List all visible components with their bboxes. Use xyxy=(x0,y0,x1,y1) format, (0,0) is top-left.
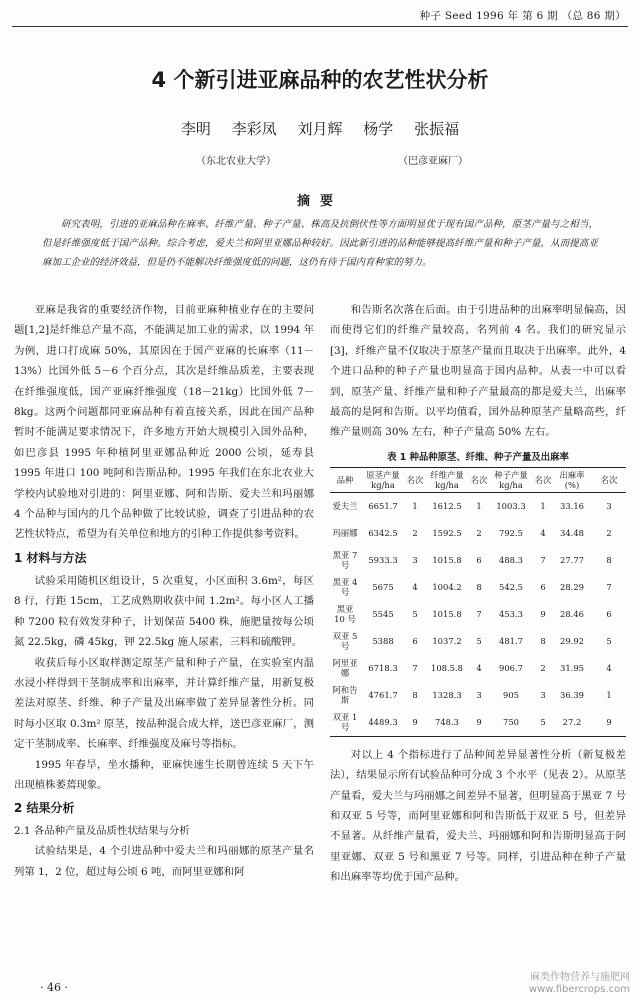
table-cell: 1037.2 xyxy=(432,636,462,647)
table-cell: 5 xyxy=(534,709,552,737)
table-cell: 1003.3 xyxy=(496,501,526,512)
table-cell: 阿里亚娜 xyxy=(332,657,358,679)
table-cell: 6 xyxy=(540,582,546,593)
table-header-cell: 名次 xyxy=(406,467,424,492)
paper-title: 4 个新引进亚麻品种的农艺性状分析 xyxy=(151,68,489,92)
table-cell: 6718.3 xyxy=(368,663,398,674)
table-cell: 1015.8 xyxy=(432,555,462,566)
table-cell: 792.5 xyxy=(499,528,523,539)
affiliation-1: （东北农业大学） xyxy=(196,156,276,167)
table-cell: 748.3 xyxy=(424,709,470,737)
header-rule xyxy=(12,26,628,27)
table-cell: 黑亚 7 号 xyxy=(332,549,358,571)
table-cell: 750 xyxy=(488,709,534,737)
methods-paragraph-3: 1995 年春旱，坐水播种，亚麻快速生长期曾连续 5 天下午出现植株萎蔫现象。 xyxy=(14,758,314,791)
table-cell: 6 xyxy=(476,555,482,566)
table-cell: 黑亚 10 号 xyxy=(334,603,356,625)
table-cell: 31.95 xyxy=(560,663,584,674)
section-1-title: 1 材料与方法 xyxy=(14,550,87,565)
table-cell: 905 xyxy=(503,690,519,701)
table-cell: 9 xyxy=(540,609,546,620)
table-row xyxy=(330,682,626,709)
table-cell: 27.77 xyxy=(560,555,584,566)
author: 李明 xyxy=(180,120,211,138)
table-row xyxy=(330,492,626,520)
table-cell: 8 xyxy=(606,555,612,566)
table-cell: 8 xyxy=(412,690,418,701)
left-column xyxy=(14,300,314,882)
table-cell: 6342.5 xyxy=(368,528,398,539)
table-header-cell: 名次 xyxy=(470,467,488,492)
table-cell: 4761.7 xyxy=(368,690,398,701)
table-cell: 33.16 xyxy=(560,501,584,512)
table-cell: 9 xyxy=(406,709,424,737)
table-cell: 2 xyxy=(476,528,482,539)
table-cell: 7 xyxy=(476,609,482,620)
table-cell: 1592.5 xyxy=(432,528,462,539)
table-cell: 481.7 xyxy=(499,636,523,647)
table-cell: 4 xyxy=(606,663,612,674)
table-cell: 7 xyxy=(540,555,546,566)
table-cell: 488.3 xyxy=(499,555,523,566)
table-cell: 1328.3 xyxy=(432,690,462,701)
table-cell: 6 xyxy=(606,609,612,620)
table-row xyxy=(330,655,626,682)
table-cell: 3 xyxy=(412,555,418,566)
table-cell: 4489.3 xyxy=(360,709,406,737)
abstract-heading: 摘要 xyxy=(296,194,343,209)
table-cell: 7 xyxy=(606,582,612,593)
results-paragraph-1: 试验结果是，4 个引进品种中爱夫兰和玛丽娜的原茎产量名列第 1，2 位，超过每公顷 6 吨，而阿里亚娜和阿 xyxy=(14,845,314,878)
table-header-cell: 名次 xyxy=(534,467,552,492)
table-row xyxy=(330,601,626,628)
abstract-text: 研究表明，引进的亚麻品种在麻率、纤维产量、种子产量、株高及抗倒伏性等方面明显优于现有国产品种，原茎产量与之相当，但是纤维强度低于国产品种。综合考虑，爱夫兰和阿里亚娜品种较好。因此新引进的品种能够提高纤维产量和种子产量，从而提高亚麻加工企业的经济效益，但是仍不能解决纤维强度低的问题，这仍有待于国内育种家的努力。 xyxy=(42,219,598,268)
table-cell: 28.46 xyxy=(560,609,584,620)
table-cell: 爱夫兰 xyxy=(332,501,358,512)
table-cell: 1 xyxy=(606,690,612,701)
table-cell: 9 xyxy=(470,709,488,737)
table-cell: 5545 xyxy=(372,609,394,620)
results-paragraph-3: 对以上 4 个指标进行了品种间差异显著性分析（新复极差法），结果显示所有试验品种可分成 3 个水平（见表 2）。从原茎产量看，爱夫兰与玛丽娜之间差异不显著，但明显高于黑亚 7 号和双亚 5 号等，而阿里亚娜和阿和告斯低于双亚 5 号，但差异不显著。从纤维产量看，爱夫兰、玛丽娜和阿和告斯明显高于阿里亚娜、双亚 5 号和黑亚 7 号等。同样，引进品种在种子产量和出麻率等均优于国产品种。 xyxy=(330,748,626,884)
table-header-cell: 纤维产量 kg/ha xyxy=(424,467,470,492)
table-row xyxy=(330,709,626,737)
table-cell: 8 xyxy=(540,636,546,647)
table-cell: 3 xyxy=(540,690,546,701)
table-header-cell: 出麻率 (%) xyxy=(552,467,592,492)
table-cell: 2 xyxy=(606,528,612,539)
affiliation-2: （巴彦亚麻厂） xyxy=(398,156,468,167)
section-2-1-title: 2.1 各品种产量及品质性状结果与分析 xyxy=(14,825,190,838)
table-cell: 双亚 1 号 xyxy=(330,709,360,737)
table-cell: 5933.3 xyxy=(368,555,398,566)
table-cell: 7 xyxy=(412,663,418,674)
table-cell: 9 xyxy=(592,709,626,737)
table-row xyxy=(330,628,626,655)
table-header-row xyxy=(330,467,626,492)
table-cell: 阿和告斯 xyxy=(332,684,358,706)
table-cell: 36.39 xyxy=(560,690,584,701)
table-cell: 453.3 xyxy=(499,609,523,620)
table-header-cell: 种子产量 kg/ha xyxy=(488,467,534,492)
right-column xyxy=(330,300,626,888)
author: 刘月辉 xyxy=(297,120,343,138)
table-cell: 108.5.8 xyxy=(431,663,463,674)
table-cell: 1 xyxy=(540,501,546,512)
table-cell: 1004.2 xyxy=(432,582,462,593)
section-2-title: 2 结果分析 xyxy=(14,801,75,816)
author-list xyxy=(0,118,640,139)
table-cell: 1612.5 xyxy=(432,501,462,512)
table-header-cell: 品种 xyxy=(330,467,360,492)
table-cell: 27.2 xyxy=(552,709,592,737)
table-cell: 29.92 xyxy=(560,636,584,647)
table-cell: 3 xyxy=(476,690,482,701)
table-cell: 4 xyxy=(476,663,482,674)
page-number: · 46 · xyxy=(40,981,68,994)
table-cell: 5388 xyxy=(372,636,394,647)
table-caption: 表 1 种品种原茎、纤维、种子产量及出麻率 xyxy=(387,451,569,463)
table-header-cell: 名次 xyxy=(592,467,626,492)
table-cell: 8 xyxy=(476,582,482,593)
table-row xyxy=(330,547,626,574)
table-cell: 3 xyxy=(606,501,612,512)
table-cell: 2 xyxy=(540,663,546,674)
author: 张振福 xyxy=(414,120,460,138)
table-cell: 1015.8 xyxy=(432,609,462,620)
table-cell: 黑亚 4 号 xyxy=(332,576,358,598)
table-cell: 34.48 xyxy=(560,528,584,539)
table-cell: 玛丽娜 xyxy=(332,528,358,539)
table-row xyxy=(330,520,626,547)
results-paragraph-2: 和告斯名次落在后面。由于引进品种的出麻率明显偏高，因而使得它们的纤维产量较高，名列前 4 名。我们的研究显示[3]，纤维产量不仅取决于原茎产量而且取决于出麻率。此外，4 个进口品种的种子产量也明显高于国内品种。从表一中可以看到，原茎产量、纤维产量和种子产量最高的都是爱夫兰，出麻率最高的是阿和告斯。以平均值看，国外品种原茎产量略高些，纤维产量则高 30% 左右，种子产量高 50% 左右。 xyxy=(330,304,626,439)
table-cell: 4 xyxy=(540,528,546,539)
table-header-cell: 原茎产量 kg/ha xyxy=(360,467,406,492)
yield-table xyxy=(330,467,626,737)
intro-paragraph: 亚麻是我省的重要经济作物，目前亚麻种植业存在的主要问题[1,2]是纤维总产量不高，不能满足加工业的需求，以 1994 年为例，进口打成麻 50%，其原因在于国产亚麻的长麻率（11－13%）比国外低 5－6 个百分点，其次是纤维品质差，主要表现在纤维强度低，国产亚麻纤维强度（18－21kg）比国外低 7－8kg。这两个问题都同亚麻品种有着直接关系，因此在国产品种暂时不能满足要求情况下，许多地方开始大规模引入国外品种，如巴彦县 1995 年种植阿里亚娜品种近 2000 公顷，延寿县 1995 年进口 100 吨阿和告斯品种。1995 年我们在东北农业大学校内试验地对引进的：阿里亚娜、阿和告斯、爱夫兰和玛丽娜 4 个品种与国内的几个品种做了比较试验，调查了引进品种的农艺性状特点，希望为有关单位和地方的引种工作提供参考资料。 xyxy=(14,304,314,541)
table-cell: 2 xyxy=(412,528,418,539)
table-cell: 1 xyxy=(476,501,482,512)
table-cell: 5675 xyxy=(372,582,394,593)
author: 李彩凤 xyxy=(231,120,277,138)
methods-paragraph-1: 试验采用随机区组设计，5 次重复，小区面积 3.6m²，每区 8 行，行距 15cm，工艺成熟期收获中间 1.2m²。每小区人工播种 7200 粒有效发芽种子，计划保苗 5400 株，施肥量按每公顷氮 22.5kg，磷 45kg，钾 22.5kg 施人尿素，三料和硫酸钾。 xyxy=(14,574,314,649)
table-cell: 1 xyxy=(412,501,418,512)
table-cell: 4 xyxy=(412,582,418,593)
table-cell: 6 xyxy=(412,636,418,647)
author: 杨学 xyxy=(363,120,394,138)
site-watermark: 麻类作物营养与施肥网 www.fibercrops.com xyxy=(528,972,630,995)
table-row xyxy=(330,574,626,601)
table-cell: 6651.7 xyxy=(368,501,398,512)
table-cell: 542.5 xyxy=(499,582,523,593)
methods-paragraph-2: 收获后每小区取样测定原茎产量和种子产量，在实验室内温水浸小样得到干茎制成率和出麻率，并计算纤维产量，用新复极差法对原茎、纤维、种子产量及出麻率做了差异显著性分析。同时每小区取 0.3m² 原茎，按品种混合成大样，送巴彦亚麻厂，测定干茎制成率、长麻率、纤维强度及麻号等指标。 xyxy=(14,656,314,751)
table-cell: 5 xyxy=(476,636,482,647)
table-cell: 双亚 5 号 xyxy=(332,630,358,652)
table-cell: 906.7 xyxy=(499,663,523,674)
table-cell: 5 xyxy=(606,636,612,647)
table-cell: 5 xyxy=(412,609,418,620)
running-header: 种子 Seed 1996 年 第 6 期 （总 86 期） xyxy=(419,10,626,22)
table-cell: 28.29 xyxy=(560,582,584,593)
